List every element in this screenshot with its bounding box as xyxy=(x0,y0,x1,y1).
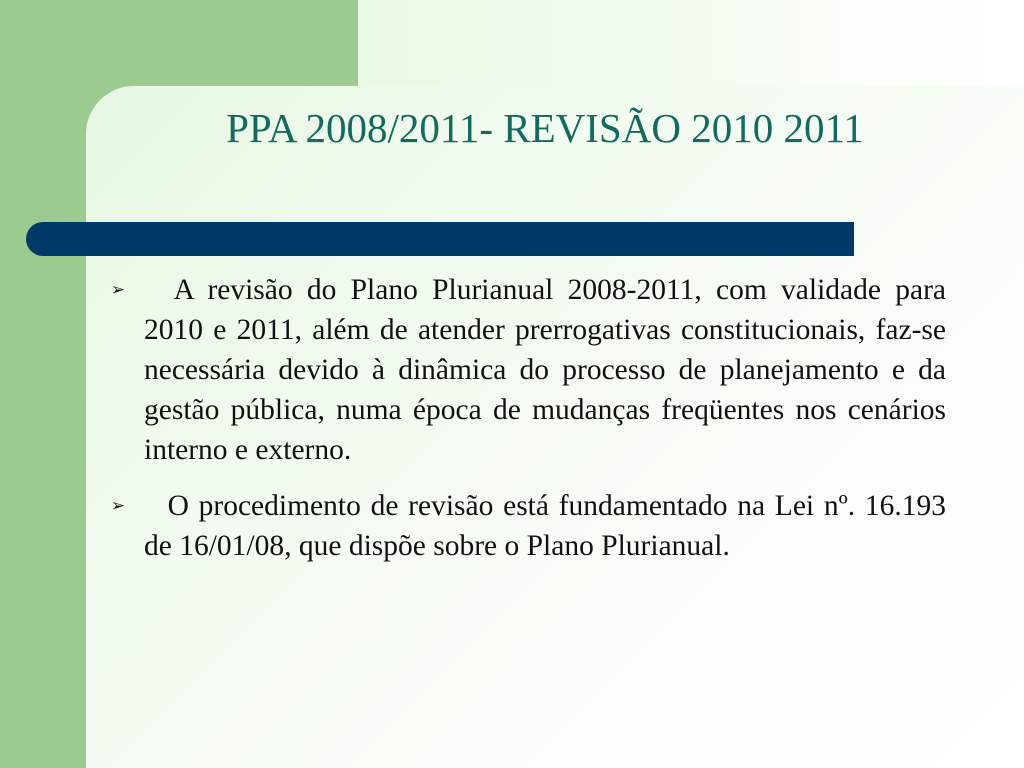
bullet-item xyxy=(104,270,946,470)
arrowhead-bullet-icon: ➢ xyxy=(110,496,126,516)
bullet-item xyxy=(104,486,946,566)
title-divider-bar xyxy=(26,222,854,256)
arrowhead-bullet-icon: ➢ xyxy=(110,280,126,300)
bullet-text: O procedimento de revisão está fundamentado na Lei nº. 16.193 de 16/01/08, que dispõe sobre o Plano Plurianual. xyxy=(144,490,946,562)
left-green-strip xyxy=(0,0,86,768)
bullet-list xyxy=(104,270,946,582)
bullet-text: A revisão do Plano Plurianual 2008-2011, com validade para 2010 e 2011, além de atender prerrogativas constitucionais, faz-se necessária devido à dinâmica do processo de planejamento e da gestão pública, numa época de mudanças freqüentes nos cenários interno e externo. xyxy=(144,274,946,466)
slide-title: PPA 2008/2011- REVISÃO 2010 2011 xyxy=(226,105,864,151)
